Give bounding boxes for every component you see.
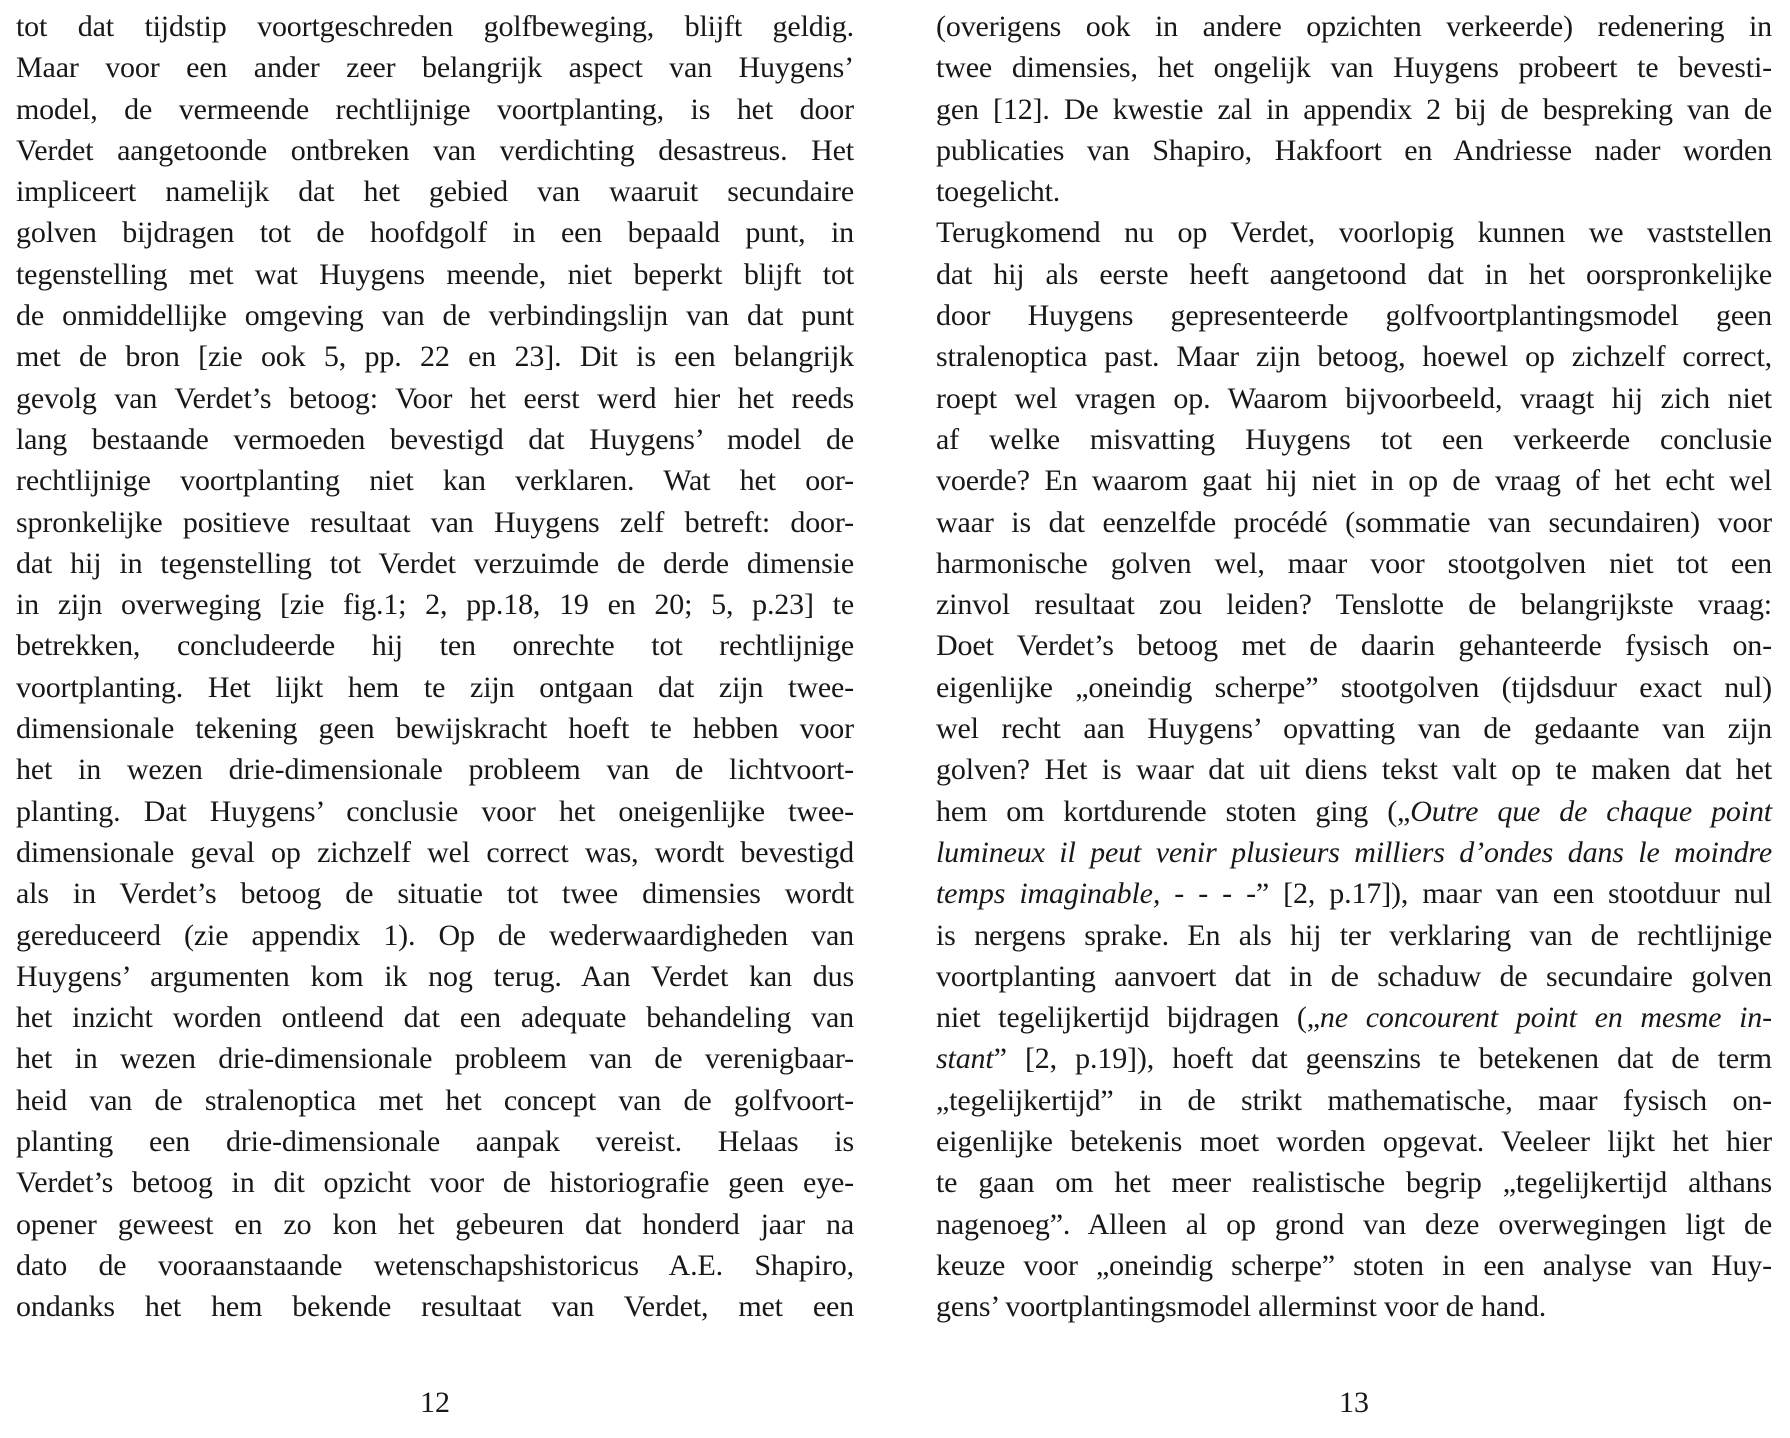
text-line: [936, 625, 1772, 666]
text-segment: model, de vermeende rechtlijnige voortplanting, is het door: [16, 92, 854, 126]
text-line: [16, 1038, 854, 1079]
text-line: [16, 130, 854, 171]
text-line: [936, 956, 1772, 997]
text-line: [936, 584, 1772, 625]
text-line: [16, 1245, 854, 1286]
text-segment: in zijn overweging [zie fig.1; 2, pp.18, 19 en 20; 5, p.23] te: [16, 588, 854, 622]
text-line: [936, 460, 1772, 501]
text-segment: publicaties van Shapiro, Hakfoort en Andriesse nader worden: [936, 133, 1772, 167]
text-line: [936, 667, 1772, 708]
text-segment: nagenoeg”. Alleen al op grond van deze overwegingen ligt de: [936, 1207, 1772, 1241]
text-segment: Verdet’s betoog in dit opzicht voor de historiografie geen eye-: [16, 1166, 854, 1200]
text-segment: heid van de stralenoptica met het concept van de golfvoort-: [16, 1083, 854, 1117]
italic-text-segment: lumineux il peut venir plusieurs milliers d’ondes dans le moindre: [936, 835, 1772, 869]
text-segment: af welke misvatting Huygens tot een verkeerde conclusie: [936, 422, 1772, 456]
text-segment: als in Verdet’s betoog de situatie tot twee dimensies wordt: [16, 877, 854, 911]
page-number-left: 12: [420, 1386, 450, 1419]
text-line: [16, 832, 854, 873]
text-segment: het in wezen drie-dimensionale probleem van de lichtvoort-: [16, 753, 854, 787]
text-segment: tegenstelling met wat Huygens meende, niet beperkt blijft tot: [16, 257, 854, 291]
italic-text-segment: stant: [936, 1042, 994, 1076]
text-line: [936, 419, 1772, 460]
text-segment: stralenoptica past. Maar zijn betoog, hoewel op zichzelf correct,: [936, 340, 1772, 374]
text-line: [936, 997, 1772, 1038]
text-line: [16, 1162, 854, 1203]
text-line: [16, 212, 854, 253]
text-segment: planting een drie-dimensionale aanpak vereist. Helaas is: [16, 1125, 854, 1159]
text-line: [16, 1121, 854, 1162]
text-segment: het in wezen drie-dimensionale probleem van de verenigbaar-: [16, 1042, 854, 1076]
text-segment: Doet Verdet’s betoog met de daarin gehanteerde fysisch on-: [936, 629, 1772, 663]
text-line: [936, 708, 1772, 749]
text-segment: harmonische golven wel, maar voor stootgolven niet tot een: [936, 546, 1772, 580]
text-line: [16, 460, 854, 501]
text-line: [936, 254, 1772, 295]
text-line: [936, 212, 1772, 253]
text-line: [16, 873, 854, 914]
text-line: [16, 543, 854, 584]
text-segment: ondanks het hem bekende resultaat van Verdet, met een: [16, 1290, 854, 1324]
text-line: [16, 997, 854, 1038]
text-line: [16, 254, 854, 295]
text-segment: door Huygens gepresenteerde golfvoortplantingsmodel geen: [936, 299, 1772, 333]
text-segment: te gaan om het meer realistische begrip „tegelijkertijd althans: [936, 1166, 1772, 1200]
text-line: [936, 295, 1772, 336]
text-line: [936, 1204, 1772, 1245]
text-line: [936, 1245, 1772, 1286]
text-line: [936, 336, 1772, 377]
italic-text-segment: temps imaginable,: [936, 877, 1161, 911]
text-line: [936, 1162, 1772, 1203]
text-segment: waar is dat eenzelfde procédé (sommatie van secundairen) voor: [936, 505, 1772, 539]
page-12-text-column: [16, 6, 854, 1328]
text-line: [16, 171, 854, 212]
text-line: [16, 625, 854, 666]
text-line: [16, 89, 854, 130]
text-segment: gens’ voortplantingsmodel allerminst voor de hand.: [936, 1290, 1547, 1324]
text-line: [936, 130, 1772, 171]
text-line: [16, 6, 854, 47]
text-line: [936, 89, 1772, 130]
text-line: [936, 749, 1772, 790]
text-segment: - - - -” [2, p.17]), maar van een stootduur nul: [1160, 877, 1772, 911]
text-segment: voortplanting aanvoert dat in de schaduw de secundaire golven: [936, 959, 1772, 993]
text-line: [936, 791, 1772, 832]
text-segment: keuze voor „oneindig scherpe” stoten in een analyse van Huy-: [936, 1248, 1772, 1282]
text-segment: impliceert namelijk dat het gebied van waaruit secundaire: [16, 175, 854, 209]
text-segment: roept wel vragen op. Waarom bijvoorbeeld, vraagt hij zich niet: [936, 381, 1772, 415]
text-line: [936, 873, 1772, 914]
text-segment: zinvol resultaat zou leiden? Tenslotte de belangrijkste vraag:: [936, 588, 1772, 622]
text-line: [16, 956, 854, 997]
text-segment: ” [2, p.19]), hoeft dat geenszins te betekenen dat de term: [993, 1042, 1772, 1076]
text-line: [16, 295, 854, 336]
text-line: [16, 584, 854, 625]
text-segment: golven? Het is waar dat uit diens tekst valt op te maken dat het: [936, 753, 1772, 787]
text-segment: Huygens’ argumenten kom ik nog terug. Aan Verdet kan dus: [16, 959, 854, 993]
text-line: [936, 47, 1772, 88]
text-segment: opener geweest en zo kon het gebeuren dat honderd jaar na: [16, 1207, 854, 1241]
text-line: [936, 1286, 1772, 1327]
page-13-text-column: [936, 6, 1772, 1328]
text-segment: golven bijdragen tot de hoofdgolf in een bepaald punt, in: [16, 216, 854, 250]
text-line: [936, 171, 1772, 212]
text-line: [16, 502, 854, 543]
text-segment: eigenlijke „oneindig scherpe” stootgolven (tijdsduur exact nul): [936, 670, 1772, 704]
text-segment: de onmiddellijke omgeving van de verbindingslijn van dat punt: [16, 299, 854, 333]
text-segment: gereduceerd (zie appendix 1). Op de wederwaardigheden van: [16, 918, 854, 952]
text-segment: dato de vooraanstaande wetenschapshistoricus A.E. Shapiro,: [16, 1248, 854, 1282]
text-segment: dimensionale geval op zichzelf wel correct was, wordt bevestigd: [16, 835, 854, 869]
text-segment: gevolg van Verdet’s betoog: Voor het eerst werd hier het reeds: [16, 381, 854, 415]
text-segment: spronkelijke positieve resultaat van Huygens zelf betreft: door-: [16, 505, 854, 539]
text-line: [936, 6, 1772, 47]
text-segment: dat hij in tegenstelling tot Verdet verzuimde de derde dimensie: [16, 546, 854, 580]
text-line: [16, 708, 854, 749]
text-segment: tot dat tijdstip voortgeschreden golfbeweging, blijft geldig.: [16, 10, 854, 43]
text-line: [16, 336, 854, 377]
text-segment: Verdet aangetoonde ontbreken van verdichting desastreus. Het: [16, 133, 854, 167]
text-segment: (overigens ook in andere opzichten verkeerde) redenering in: [936, 10, 1772, 43]
text-segment: voerde? En waarom gaat hij niet in op de vraag of het echt wel: [936, 464, 1772, 498]
text-line: [936, 502, 1772, 543]
text-line: [16, 1204, 854, 1245]
text-line: [16, 749, 854, 790]
text-segment: dimensionale tekening geen bewijskracht hoeft te hebben voor: [16, 712, 854, 746]
text-segment: twee dimensies, het ongelijk van Huygens probeert te bevesti-: [936, 51, 1772, 85]
text-segment: toegelicht.: [936, 175, 1061, 209]
text-segment: hem om kortdurende stoten ging („: [936, 794, 1411, 828]
text-segment: lang bestaande vermoeden bevestigd dat Huygens’ model de: [16, 422, 854, 456]
text-segment: planting. Dat Huygens’ conclusie voor het oneigenlijke twee-: [16, 794, 854, 828]
text-segment: is nergens sprake. En als hij ter verklaring van de rechtlijnige: [936, 918, 1772, 952]
text-line: [16, 791, 854, 832]
text-line: [936, 543, 1772, 584]
text-line: [16, 915, 854, 956]
text-segment: niet tegelijkertijd bijdragen („: [936, 1001, 1320, 1035]
text-segment: voortplanting. Het lijkt hem te zijn ontgaan dat zijn twee-: [16, 670, 854, 704]
text-segment: dat hij als eerste heeft aangetoond dat in het oorspronkelijke: [936, 257, 1772, 291]
text-line: [936, 1080, 1772, 1121]
text-line: [936, 1038, 1772, 1079]
text-segment: „tegelijkertijd” in de strikt mathematische, maar fysisch on-: [936, 1083, 1772, 1117]
text-line: [16, 47, 854, 88]
page-number-right: 13: [1339, 1386, 1369, 1419]
text-segment: betrekken, concludeerde hij ten onrechte tot rechtlijnige: [16, 629, 854, 663]
text-segment: het inzicht worden ontleend dat een adequate behandeling van: [16, 1001, 854, 1035]
text-segment: gen [12]. De kwestie zal in appendix 2 bij de bespreking van de: [936, 92, 1772, 126]
text-line: [936, 915, 1772, 956]
text-line: [936, 378, 1772, 419]
text-segment: rechtlijnige voortplanting niet kan verklaren. Wat het oor-: [16, 464, 854, 498]
text-line: [16, 419, 854, 460]
text-line: [936, 832, 1772, 873]
text-line: [936, 1121, 1772, 1162]
italic-text-segment: Outre que de chaque point: [1410, 794, 1772, 828]
text-segment: Maar voor een ander zeer belangrijk aspect van Huygens’: [16, 51, 854, 85]
text-line: [16, 1286, 854, 1327]
text-line: [16, 667, 854, 708]
text-line: [16, 378, 854, 419]
text-segment: Terugkomend nu op Verdet, voorlopig kunnen we vaststellen: [936, 216, 1772, 250]
text-segment: eigenlijke betekenis moet worden opgevat. Veeleer lijkt het hier: [936, 1125, 1772, 1159]
text-segment: met de bron [zie ook 5, pp. 22 en 23]. Dit is een belangrijk: [16, 340, 854, 374]
text-line: [16, 1080, 854, 1121]
text-segment: wel recht aan Huygens’ opvatting van de gedaante van zijn: [936, 712, 1772, 746]
italic-text-segment: ne concourent point en mesme in-: [1319, 1001, 1772, 1035]
